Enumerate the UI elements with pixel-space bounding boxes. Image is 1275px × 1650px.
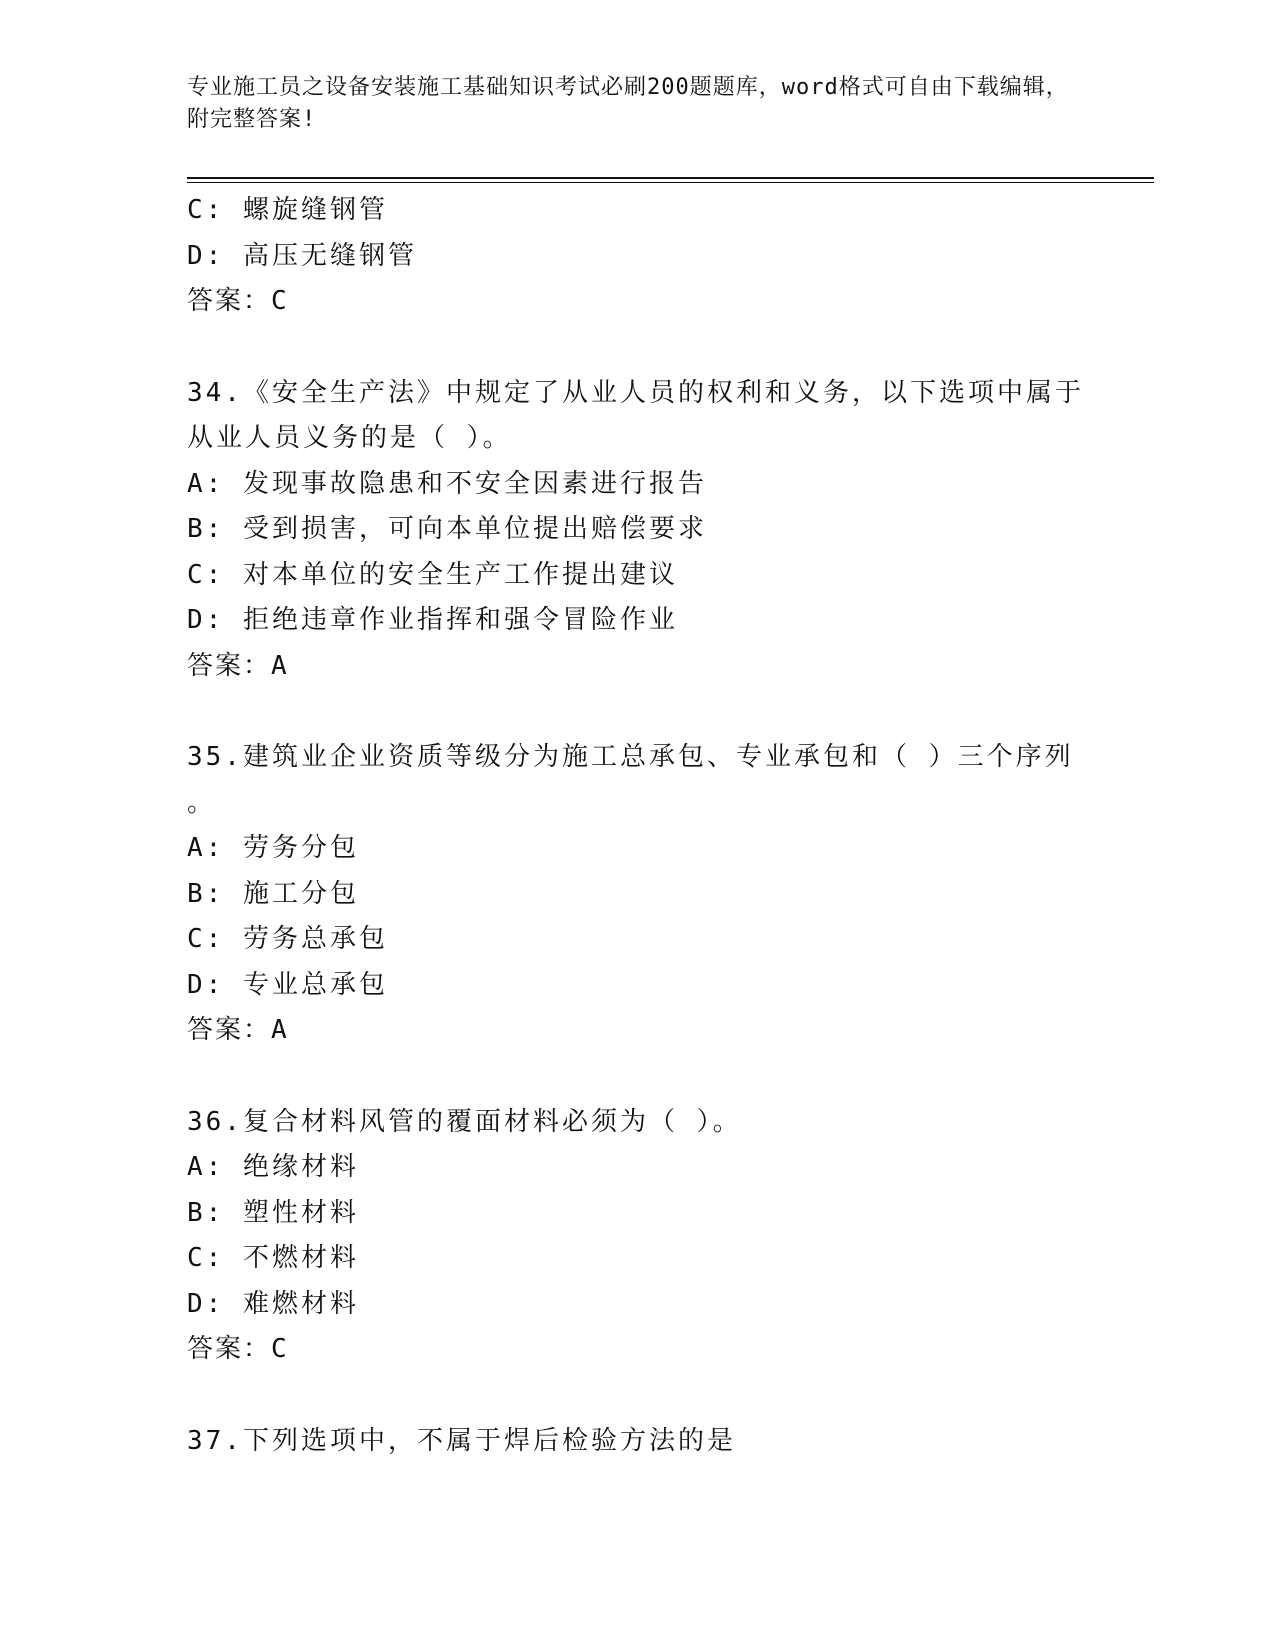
document-header: 专业施工员之设备安装施工基础知识考试必刷200题题库，word格式可自由下载编辑，附完整答案! (187, 75, 1069, 132)
question-stem: 从业人员义务的是（ ）。 (187, 423, 512, 453)
option-c: C: 不燃材料 (187, 1243, 359, 1273)
question-33-tail (187, 188, 1087, 325)
option-b: B: 塑性材料 (187, 1197, 359, 1228)
option-b: B: 施工分包 (187, 878, 359, 909)
option-a: A: 发现事故隐患和不安全因素进行报告 (187, 468, 707, 499)
option-d: D: 难燃材料 (187, 1288, 359, 1319)
spacer (187, 325, 1087, 371)
question-content (187, 188, 1087, 1464)
option-c: C: 劳务总承包 (187, 924, 388, 954)
question-stem: 37.下列选项中，不属于焊后检验方法的是 (187, 1425, 736, 1456)
spacer (187, 689, 1087, 735)
answer: 答案：C (187, 286, 289, 316)
answer: 答案：A (187, 1015, 289, 1045)
option-a: A: 劳务分包 (187, 833, 359, 863)
question-stem: 34.《安全生产法》中规定了从业人员的权利和义务，以下选项中属于 (187, 377, 1084, 408)
question-35 (187, 735, 1087, 1054)
answer: 答案：A (187, 650, 289, 681)
option-d: D: 专业总承包 (187, 969, 388, 1000)
question-stem: 36.复合材料风管的覆面材料必须为（ ）。 (187, 1106, 742, 1137)
option-c: C: 螺旋缝钢管 (187, 195, 388, 225)
spacer (187, 1054, 1087, 1100)
question-stem: 。 (187, 787, 217, 818)
option-d: D: 高压无缝钢管 (187, 240, 417, 271)
option-c: C: 对本单位的安全生产工作提出建议 (187, 559, 678, 590)
question-36 (187, 1100, 1087, 1373)
option-a: A: 绝缘材料 (187, 1152, 359, 1182)
question-stem: 35.建筑业企业资质等级分为施工总承包、专业承包和（ ）三个序列 (187, 742, 1074, 772)
question-37 (187, 1419, 1087, 1465)
option-b: B: 受到损害，可向本单位提出赔偿要求 (187, 514, 707, 544)
answer: 答案：C (187, 1334, 289, 1364)
header-divider-thin (187, 182, 1154, 183)
spacer (187, 1373, 1087, 1419)
header-divider-thick (187, 177, 1154, 179)
question-34 (187, 371, 1087, 690)
option-d: D: 拒绝违章作业指挥和强令冒险作业 (187, 605, 678, 635)
